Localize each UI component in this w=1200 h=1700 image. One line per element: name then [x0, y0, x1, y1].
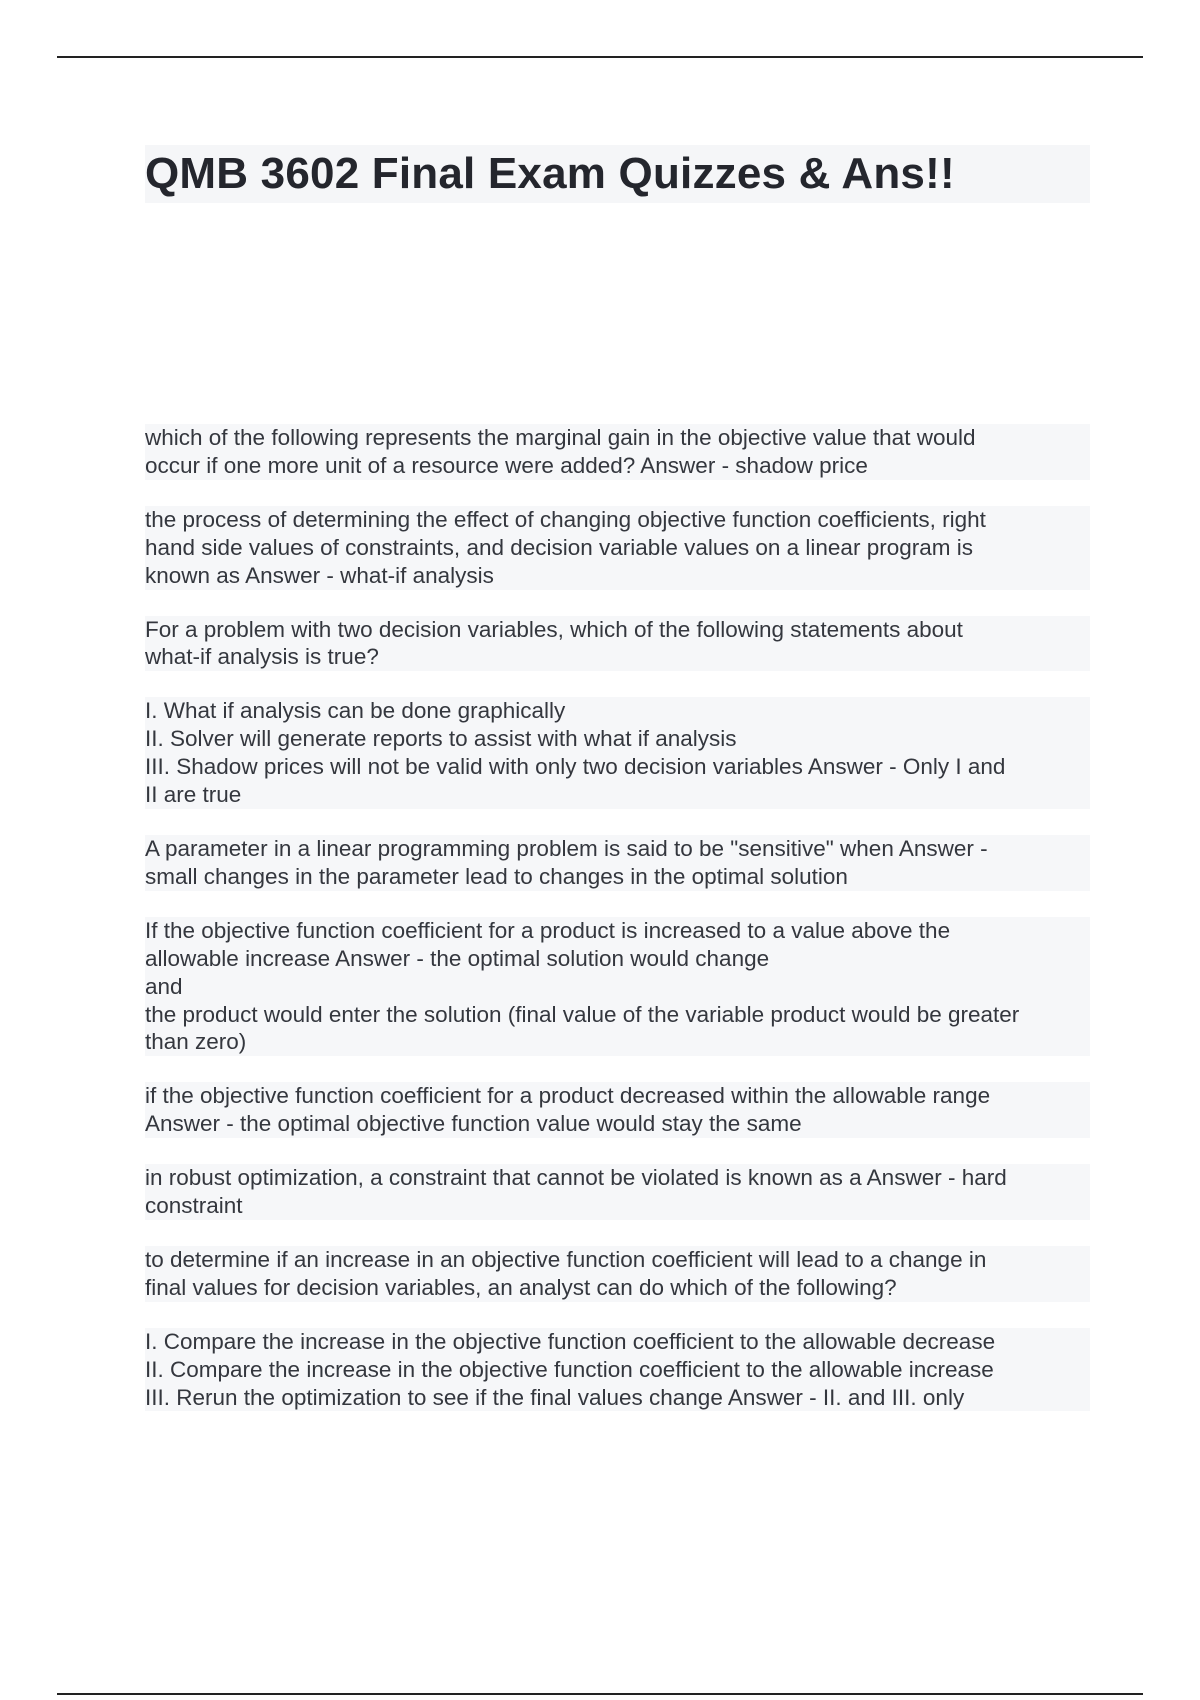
text-line: Answer - the optimal objective function value would stay the same — [145, 1111, 802, 1137]
text-line: constraint — [145, 1193, 243, 1219]
qa-paragraph — [145, 424, 1090, 480]
qa-paragraph — [145, 506, 1090, 590]
qa-paragraph — [145, 1328, 1090, 1412]
text-line: known as Answer - what-if analysis — [145, 562, 494, 588]
text-line: if the objective function coefficient for a product decreased within the allowable range — [145, 1083, 991, 1109]
qa-paragraph — [145, 917, 1090, 1057]
qa-paragraph — [145, 835, 1090, 891]
qa-paragraph — [145, 616, 1090, 672]
text-line: III. Rerun the optimization to see if the final values change Answer - II. and III. only — [145, 1384, 965, 1410]
text-line: hand side values of constraints, and decision variable values on a linear program is — [145, 534, 973, 560]
qa-paragraph — [145, 1082, 1090, 1138]
text-line: II are true — [145, 782, 242, 808]
text-line: final values for decision variables, an analyst can do which of the following? — [145, 1274, 897, 1300]
text-line: II. Solver will generate reports to assist with what if analysis — [145, 726, 737, 752]
text-line: I. Compare the increase in the objective function coefficient to the allowable decrease — [145, 1328, 996, 1354]
bottom-divider — [57, 1693, 1143, 1695]
page-title: QMB 3602 Final Exam Quizzes & Ans!! — [145, 149, 955, 198]
top-divider — [57, 56, 1143, 58]
text-line: II. Compare the increase in the objective function coefficient to the allowable increase — [145, 1356, 994, 1382]
text-line: III. Shadow prices will not be valid with only two decision variables Answer - Only I and — [145, 754, 1006, 780]
qa-paragraph — [145, 1164, 1090, 1220]
text-line: I. What if analysis can be done graphically — [145, 698, 566, 724]
text-line: allowable increase Answer - the optimal solution would change — [145, 945, 770, 971]
text-line: occur if one more unit of a resource were added? Answer - shadow price — [145, 452, 868, 478]
text-line: the product would enter the solution (final value of the variable product would be greater — [145, 1001, 1020, 1027]
text-line: which of the following represents the marginal gain in the objective value that would — [145, 425, 976, 450]
text-line: A parameter in a linear programming problem is said to be "sensitive" when Answer - — [145, 835, 988, 861]
qa-paragraph — [145, 697, 1090, 809]
text-line: in robust optimization, a constraint that cannot be violated is known as a Answer - hard — [145, 1165, 1007, 1191]
text-line: to determine if an increase in an objective function coefficient will lead to a change in — [145, 1246, 987, 1272]
qa-paragraph — [145, 1246, 1090, 1302]
text-line: small changes in the parameter lead to changes in the optimal solution — [145, 863, 848, 889]
document-body — [145, 424, 1090, 1437]
text-line: If the objective function coefficient for a product is increased to a value above the — [145, 917, 951, 943]
text-line: the process of determining the effect of changing objective function coefficients, right — [145, 506, 986, 532]
text-line: and — [145, 973, 183, 999]
text-line: than zero) — [145, 1029, 247, 1055]
text-line: what-if analysis is true? — [145, 644, 379, 670]
text-line: For a problem with two decision variables, which of the following statements about — [145, 616, 963, 642]
